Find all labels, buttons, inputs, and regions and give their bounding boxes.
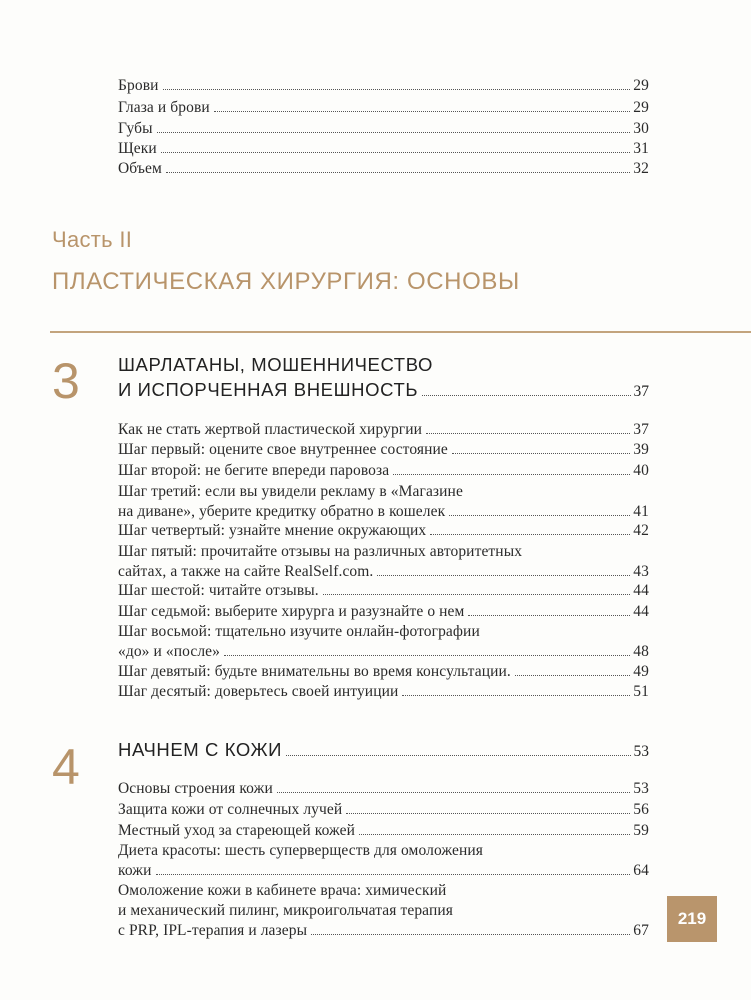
entry-title: на диване», уберите кредитку обратно в кошелек <box>118 503 446 520</box>
entry-title: Брови <box>118 77 159 94</box>
entry-title: «до» и «после» <box>118 643 221 660</box>
page-ref: 40 <box>633 462 649 479</box>
page-ref: 59 <box>633 822 649 839</box>
dot-leader <box>402 695 630 696</box>
toc-entry <box>118 662 649 682</box>
dot-leader <box>393 474 630 475</box>
dot-leader <box>286 755 630 756</box>
page-ref: 29 <box>633 77 649 94</box>
chapter-title <box>118 352 649 404</box>
toc-entry <box>118 159 649 179</box>
entry-title: Основы строения кожи <box>118 780 273 797</box>
dot-leader <box>422 395 630 396</box>
entry-title: сайтах, а также на сайте RealSelf.com. <box>118 563 374 580</box>
entry-title: Как не стать жертвой пластической хирургии <box>118 421 423 438</box>
dot-leader <box>156 874 631 875</box>
chapter-title-line: И ИСПОРЧЕННАЯ ВНЕШНОСТЬ <box>118 379 419 400</box>
page-ref: 44 <box>633 582 649 599</box>
entry-title: Объем <box>118 160 162 177</box>
dot-leader <box>377 575 630 576</box>
toc-entry <box>118 542 649 582</box>
page-ref: 37 <box>633 383 649 400</box>
page-ref: 53 <box>633 780 649 797</box>
dot-leader <box>163 89 631 90</box>
dot-leader <box>452 453 630 454</box>
part-label: Часть II <box>52 227 133 252</box>
toc-entry <box>118 622 649 662</box>
page-ref: 43 <box>633 563 649 580</box>
toc-entry <box>118 119 649 139</box>
dot-leader <box>515 675 630 676</box>
entry-title: Шаг шестой: читайте отзывы. <box>118 582 319 599</box>
page-ref: 67 <box>633 922 649 939</box>
toc-entry <box>118 682 649 702</box>
toc-entry <box>118 420 649 440</box>
chapter-title-line: НАЧНЕМ С КОЖИ <box>118 739 283 760</box>
page-ref: 29 <box>633 99 649 116</box>
page-ref: 48 <box>633 643 649 660</box>
toc-entry <box>118 581 649 601</box>
toc-entry <box>118 602 649 622</box>
entry-title: Шаг первый: оцените свое внутреннее состояние <box>118 441 448 458</box>
toc-entry <box>118 779 649 799</box>
page-ref: 56 <box>633 801 649 818</box>
toc-entry <box>118 800 649 820</box>
page-ref: 42 <box>633 522 649 539</box>
section-divider <box>50 331 751 333</box>
page-ref: 49 <box>633 663 649 680</box>
toc-entry <box>118 881 649 941</box>
chapter-number: 3 <box>52 353 80 409</box>
entry-title: Шаг седьмой: выберите хирурга и разузнайте о нем <box>118 603 465 620</box>
page-ref: 51 <box>633 683 649 700</box>
toc-entry <box>118 98 649 118</box>
entry-title: Диета красоты: шесть суперверществ для омоложения <box>118 842 484 859</box>
entry-title: Омоложение кожи в кабинете врача: химический <box>118 882 447 899</box>
entry-title: Шаг девятый: будьте внимательны во время консультации. <box>118 663 511 680</box>
page-ref: 39 <box>633 441 649 458</box>
page-ref: 44 <box>633 603 649 620</box>
entry-title: Местный уход за стареющей кожей <box>118 822 356 839</box>
page-ref: 53 <box>633 743 649 760</box>
entry-title: Губы <box>118 120 153 137</box>
page-ref: 31 <box>633 140 649 157</box>
chapter-title-line: ШАРЛАТАНЫ, МОШЕННИЧЕСТВО <box>118 354 434 375</box>
page-ref: 30 <box>633 120 649 137</box>
dot-leader <box>468 615 630 616</box>
dot-leader <box>166 172 630 173</box>
toc-entry <box>118 440 649 460</box>
dot-leader <box>323 594 631 595</box>
entry-title: Шаг восьмой: тщательно изучите онлайн-фотографии <box>118 623 480 640</box>
page-ref: 32 <box>633 160 649 177</box>
part-title: ПЛАСТИЧЕСКАЯ ХИРУРГИЯ: ОСНОВЫ <box>52 268 520 295</box>
entry-title: Глаза и брови <box>118 99 210 116</box>
toc-entry <box>118 76 649 96</box>
page-ref: 64 <box>633 862 649 879</box>
dot-leader <box>224 655 630 656</box>
entry-title: Защита кожи от солнечных лучей <box>118 801 343 818</box>
entry-title: кожи <box>118 862 152 879</box>
dot-leader <box>430 534 630 535</box>
dot-leader <box>161 152 631 153</box>
entry-title: Шаг третий: если вы увидели рекламу в «Магазине <box>118 483 463 500</box>
dot-leader <box>311 934 630 935</box>
entry-title: Шаг десятый: доверьтесь своей интуиции <box>118 683 399 700</box>
entry-title: Шаг пятый: прочитайте отзывы на различных авторитетных <box>118 543 523 560</box>
chapter-number: 4 <box>52 739 80 795</box>
dot-leader <box>214 111 631 112</box>
toc-entry <box>118 461 649 481</box>
entry-title: Шаг второй: не бегите впереди паровоза <box>118 462 390 479</box>
dot-leader <box>449 515 630 516</box>
dot-leader <box>359 834 630 835</box>
dot-leader <box>346 813 630 814</box>
entry-title: Щеки <box>118 140 157 157</box>
page-ref: 37 <box>633 421 649 438</box>
dot-leader <box>426 433 630 434</box>
toc-entry <box>118 841 649 881</box>
toc-entry <box>118 821 649 841</box>
dot-leader <box>277 792 630 793</box>
toc-entry <box>118 139 649 159</box>
dot-leader <box>157 132 631 133</box>
toc-entry <box>118 482 649 522</box>
chapter-title <box>118 737 649 764</box>
entry-title: с PRP, IPL-терапия и лазеры <box>118 922 308 939</box>
page-number-badge: 219 <box>667 896 717 942</box>
toc-entry <box>118 521 649 541</box>
entry-title: и механический пилинг, микроигольчатая терапия <box>118 902 453 919</box>
page-ref: 41 <box>633 503 649 520</box>
entry-title: Шаг четвертый: узнайте мнение окружающих <box>118 522 427 539</box>
